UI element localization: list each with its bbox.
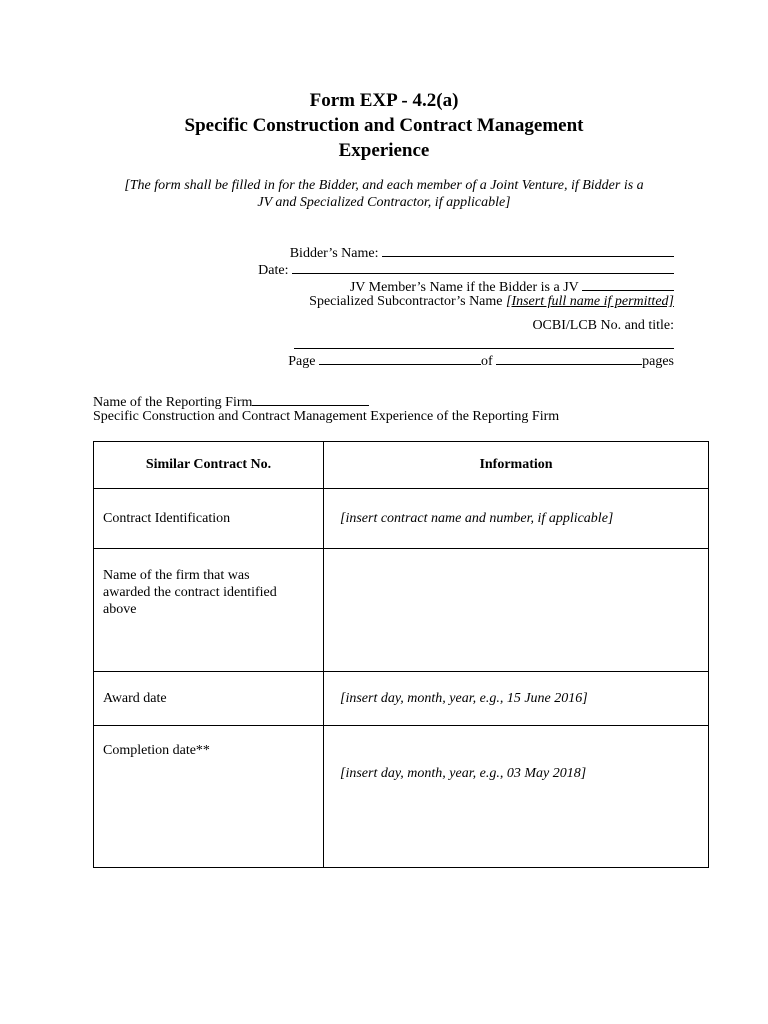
date-label: Date: xyxy=(258,263,289,278)
row-value-contract-identification[interactable]: [insert contract name and number, if applicable] xyxy=(324,489,709,549)
table-header-information: Information xyxy=(324,442,709,489)
table-row xyxy=(94,549,709,672)
table-header-similar-contract: Similar Contract No. xyxy=(94,442,324,489)
reporting-firm-blank[interactable] xyxy=(252,391,369,406)
row-label-awarded-firm xyxy=(94,549,324,672)
instruction-line-1: [The form shall be filled in for the Bidder, and each member of a Joint Venture, if Bidder is a xyxy=(124,178,644,193)
experience-table xyxy=(93,441,709,868)
date-blank[interactable] xyxy=(292,259,674,274)
row-label-contract-identification: Contract Identification xyxy=(94,489,324,549)
table-header-row xyxy=(94,442,709,489)
ocbi-row xyxy=(532,317,674,335)
awarded-firm-label-line: above xyxy=(103,602,137,617)
bidder-name-label: Bidder’s Name: xyxy=(289,246,379,261)
awarded-firm-label-line: awarded the contract identified xyxy=(103,585,277,600)
jv-member-blank[interactable] xyxy=(582,276,674,291)
form-heading-line-1: Specific Construction and Contract Management xyxy=(184,115,584,136)
subcontractor-label: Specialized Subcontractor’s Name xyxy=(309,294,503,309)
subcontractor-hint: [Insert full name if permitted] xyxy=(506,294,674,309)
row-value-completion-date[interactable]: [insert day, month, year, e.g., 03 May 2018] xyxy=(324,726,709,868)
form-heading-line-2: Experience xyxy=(338,140,430,161)
row-label-completion-date: Completion date** xyxy=(94,726,324,868)
reporting-experience-label: Specific Construction and Contract Management Experience of the Reporting Firm xyxy=(93,409,560,424)
ocbi-label: OCBI/LCB No. and title: xyxy=(532,318,674,333)
table-row xyxy=(94,489,709,549)
reporting-firm-label: Name of the Reporting Firm xyxy=(93,395,253,410)
subcontractor-row xyxy=(309,293,674,311)
awarded-firm-label-line: Name of the firm that was xyxy=(103,568,250,583)
instruction-line-2: JV and Specialized Contractor, if applicable] xyxy=(257,195,511,210)
pages-label: pages xyxy=(642,354,674,369)
row-label-award-date: Award date xyxy=(94,672,324,726)
table-row xyxy=(94,726,709,868)
jv-member-label: JV Member’s Name if the Bidder is a JV xyxy=(349,280,579,295)
table-row xyxy=(94,672,709,726)
page-number-blank[interactable] xyxy=(319,350,481,365)
bidder-name-blank[interactable] xyxy=(382,242,674,257)
row-value-awarded-firm[interactable] xyxy=(324,549,709,672)
of-label: of xyxy=(480,354,493,369)
form-number: Form EXP - 4.2(a) xyxy=(309,90,459,111)
row-value-award-date[interactable]: [insert day, month, year, e.g., 15 June 2016] xyxy=(324,672,709,726)
ocbi-blank[interactable] xyxy=(294,348,674,349)
page-count-row xyxy=(288,350,674,371)
page-label: Page xyxy=(288,354,316,369)
total-pages-blank[interactable] xyxy=(496,350,642,365)
